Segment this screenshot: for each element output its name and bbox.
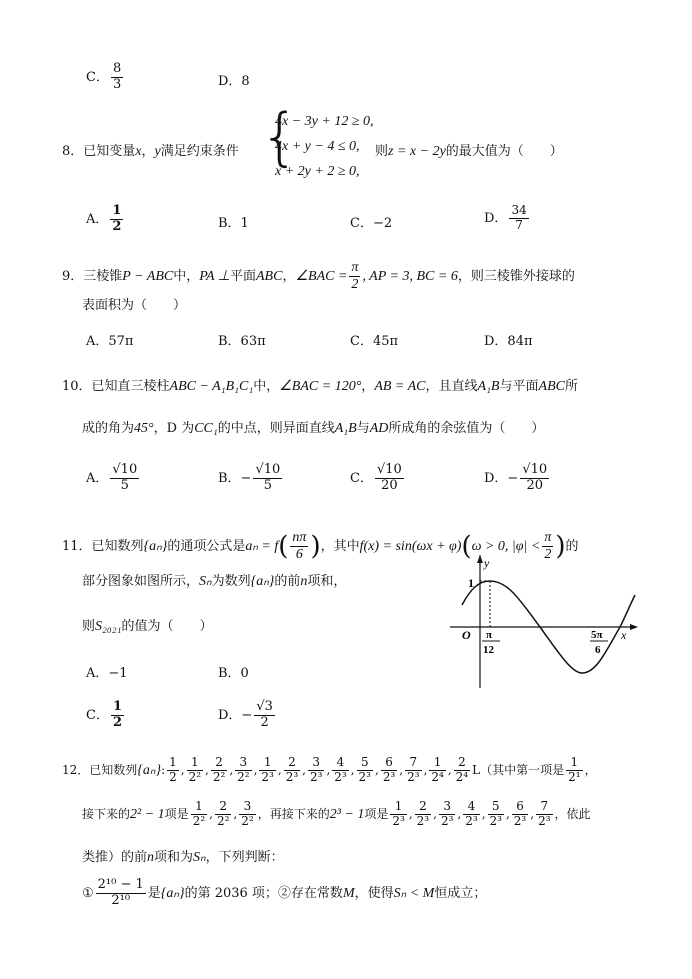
numerator: 7: [536, 800, 552, 815]
q12-line-2: [82, 800, 591, 829]
text: ，使得: [354, 885, 394, 901]
sequence-term: [215, 800, 231, 829]
sequence-term: [239, 800, 255, 829]
text: ①: [82, 885, 94, 901]
numerator: √10: [376, 462, 402, 477]
denominator: 2³: [465, 813, 478, 828]
math: AB = AC: [374, 379, 426, 394]
text: 10．已知直三棱柱: [62, 379, 170, 394]
denominator: 2: [260, 714, 269, 730]
math: {aₙ}: [137, 762, 162, 778]
sequence-term: [488, 800, 504, 829]
x-label: x: [621, 628, 627, 642]
numerator: 2¹⁰ − 1: [97, 877, 144, 892]
numerator: 1: [566, 756, 582, 771]
fraction: [111, 62, 123, 93]
sequence-term: [284, 756, 300, 785]
q8-option-c: C．−2: [350, 216, 393, 231]
comma: ,: [481, 806, 486, 821]
text: 9．三棱锥: [62, 269, 123, 285]
comma: ,: [447, 762, 452, 777]
sequence-terms: [189, 799, 258, 828]
numerator: 3: [308, 756, 324, 771]
q10-option-b: [218, 463, 284, 494]
sequence-term: [308, 756, 324, 785]
tick-5pi6-den: 6: [595, 644, 601, 656]
text: 接下来的: [82, 806, 131, 821]
math: x: [135, 144, 142, 159]
sequence-term: [390, 800, 406, 829]
text: 12．已知数列: [62, 762, 138, 777]
option-label: D．−: [484, 470, 519, 486]
sequence-term: [454, 756, 470, 785]
numerator: 34: [511, 203, 527, 217]
option-label: A．: [86, 470, 109, 486]
y-axis-arrow: [477, 555, 483, 563]
sequence-term: [381, 756, 397, 785]
math: {aₙ}: [143, 539, 168, 555]
text: 的最大值为（ ）: [445, 144, 563, 159]
math: M: [342, 885, 355, 901]
math: {aₙ}: [250, 574, 275, 589]
text: ，下列判断：: [205, 850, 284, 865]
q9-line-2: 表面积为（ ）: [82, 298, 187, 313]
sequence-term: [405, 756, 421, 785]
q10-option-a: [86, 463, 141, 494]
math: ω > 0, |φ| <: [471, 539, 541, 555]
option-label: B．−: [218, 470, 252, 486]
numerator: 6: [381, 756, 397, 771]
denominator: 3: [112, 76, 122, 92]
denominator: 2³: [538, 813, 551, 828]
text: 与平面: [499, 379, 539, 394]
denominator: 2³: [489, 813, 502, 828]
sequence-terms: [165, 755, 472, 784]
q9-option-c: C．45π: [350, 334, 399, 349]
numerator: π: [542, 530, 553, 547]
math: n: [147, 850, 155, 865]
numerator: π: [349, 260, 360, 277]
denominator: 2³: [285, 769, 299, 784]
q8-tail: [375, 140, 563, 160]
numerator: 1: [259, 756, 275, 771]
text: 为数列: [211, 574, 251, 589]
denominator: 2: [544, 547, 552, 563]
comma: ,: [253, 762, 258, 777]
numerator: 2: [415, 800, 431, 815]
q11-line-2: [82, 570, 346, 590]
math: n: [300, 574, 308, 589]
q9-line-1: [62, 260, 575, 293]
math: y: [154, 144, 161, 159]
text: 项和，: [307, 574, 347, 589]
math: 2³ − 1: [329, 806, 365, 822]
denominator: 2³: [440, 813, 454, 828]
math: ABC − A₁B₁C₁: [169, 379, 254, 394]
comma: ,: [433, 806, 437, 821]
denominator: 2³: [513, 813, 527, 828]
math: ABC: [256, 269, 283, 285]
denominator: 2¹⁰: [111, 892, 131, 908]
numerator: √10: [112, 462, 138, 477]
text: 则: [82, 619, 96, 634]
sequence-term: [187, 756, 203, 785]
denominator: 2³: [416, 813, 430, 828]
text: 的通项公式是: [167, 539, 246, 555]
denominator: 2³: [334, 769, 347, 784]
comma: ,: [302, 762, 306, 777]
text: 所成角的余弦值为（ ）: [388, 421, 545, 436]
comma: ,: [399, 762, 404, 777]
q11-option-b: B．0: [218, 666, 249, 681]
text: 平面: [229, 269, 256, 285]
text: 项是: [164, 806, 189, 821]
denominator: 2: [112, 714, 122, 730]
text: ，: [361, 379, 375, 394]
sequence-term: [235, 756, 251, 785]
paren: ): [310, 531, 321, 562]
fraction: [509, 204, 528, 233]
text: 的: [565, 539, 579, 555]
q11-option-c: [86, 700, 126, 731]
text: 的中点，则异面直线: [217, 421, 335, 436]
q7-option-d: D．8: [218, 74, 250, 89]
sequence-term: [332, 756, 348, 785]
comma: ,: [408, 806, 413, 821]
text: 则: [375, 144, 389, 159]
numerator: 2: [211, 756, 227, 771]
denominator: 5: [120, 477, 129, 493]
q10-option-c: [350, 463, 406, 494]
q8-stem: [62, 140, 239, 160]
denominator: 20: [526, 477, 544, 493]
text: 中，: [253, 379, 280, 394]
paren: (: [461, 531, 472, 562]
numerator: 7: [405, 756, 421, 771]
text: ，则三棱锥外接球的: [457, 269, 575, 285]
comma: ,: [375, 762, 379, 777]
denominator: 2³: [261, 769, 274, 784]
q10-option-d: [484, 463, 551, 494]
denominator: 2²: [237, 769, 250, 784]
denominator: 2³: [358, 769, 371, 784]
y-one-label: 1: [468, 576, 474, 590]
text: ，再接下来的: [257, 806, 330, 821]
option-label: C．: [86, 707, 109, 723]
sequence-term: [536, 800, 552, 829]
math: CC₁: [194, 421, 218, 436]
numerator: √3: [256, 699, 273, 714]
comma: ,: [229, 762, 234, 777]
text: 部分图象如图所示，: [82, 574, 200, 589]
text: 与: [356, 421, 370, 436]
text: 中，: [173, 269, 200, 285]
denominator: 2²: [241, 813, 254, 828]
math: P − ABC: [122, 269, 174, 285]
denominator: 2: [351, 277, 359, 293]
fraction: [349, 260, 360, 293]
comma: ,: [505, 806, 510, 821]
q9-option-b: B．63π: [218, 334, 266, 349]
q11-option-a: A．−1: [86, 666, 128, 681]
denominator: 2²: [188, 769, 202, 784]
numerator: nπ: [290, 530, 308, 547]
q12-line-3: [82, 846, 284, 866]
math: 45°: [134, 421, 154, 436]
option-label: C．: [350, 470, 373, 486]
q11-sine-graph: [450, 555, 640, 690]
numerator: 5: [488, 800, 504, 815]
text: 11．已知数列: [62, 539, 144, 555]
math: S₂₀₂₁: [95, 619, 122, 634]
denominator: 7: [515, 217, 523, 232]
text: ，且直线: [425, 379, 478, 394]
comma: ,: [457, 806, 462, 821]
denominator: 6: [295, 547, 303, 563]
option-label: D．−: [218, 707, 253, 723]
text: L: [472, 762, 481, 777]
tick-5pi6-num: 5π: [591, 629, 603, 641]
option-label: C．: [86, 69, 109, 85]
numerator: 1: [112, 699, 122, 714]
paren: (: [278, 531, 289, 562]
numerator: 1: [429, 756, 445, 771]
y-label: y: [484, 556, 490, 570]
q10-line-2: [82, 417, 544, 437]
text: 满足约束条件: [160, 144, 239, 159]
text: 项和为: [154, 850, 194, 865]
numerator: 1: [112, 203, 122, 218]
q9-option-d: D．84π: [484, 334, 533, 349]
origin-label: O: [462, 628, 471, 642]
comma: ,: [530, 806, 535, 821]
denominator: 2⁴: [455, 769, 469, 784]
numerator: 4: [463, 800, 479, 815]
comma: ,: [209, 806, 213, 821]
math: Sₙ: [199, 574, 212, 589]
denominator: 2³: [309, 769, 323, 784]
numerator: √10: [255, 462, 281, 477]
tick-pi12-den: 12: [483, 644, 494, 656]
text: 所: [564, 379, 578, 394]
q11-line-3: [82, 615, 213, 635]
fraction: [96, 878, 146, 909]
sequence-term: [439, 800, 455, 829]
denominator: 2: [169, 769, 177, 784]
denominator: 2²: [192, 813, 206, 828]
paren: ): [555, 531, 566, 562]
q8-constraint-1: 4x − 3y + 12 ≥ 0,: [275, 114, 374, 129]
comma: ,: [350, 762, 355, 777]
text: ，依此: [554, 806, 591, 821]
math: PA ⊥: [199, 269, 230, 285]
math: A₁B: [477, 379, 500, 394]
numerator: 1: [191, 800, 207, 815]
math: ABC: [538, 379, 565, 394]
fraction: [110, 463, 139, 494]
numerator: 3: [235, 756, 251, 771]
text: 的前: [274, 574, 301, 589]
comma: ,: [233, 806, 238, 821]
denominator: 2³: [392, 813, 405, 828]
text: ，其中: [320, 539, 360, 555]
math: AD: [369, 421, 389, 436]
text: 的第 2036 项；②存在常数: [184, 885, 343, 901]
math: 2² − 1: [130, 806, 165, 822]
sequence-terms: [388, 799, 554, 828]
comma: ,: [423, 762, 428, 777]
fraction: [520, 463, 549, 494]
math: f(x) = sin(ωx + φ): [359, 539, 462, 555]
text: ，: [584, 762, 597, 777]
text: （其中第一项是: [480, 762, 565, 777]
math: aₙ = f: [245, 539, 279, 555]
q10-line-1: [62, 375, 578, 395]
left-brace: {: [260, 100, 300, 173]
math: ∠BAC = 120°: [279, 379, 362, 394]
q8-option-d: [484, 204, 531, 233]
numerator: √10: [522, 462, 548, 477]
sequence-term: [463, 800, 479, 829]
fraction: [253, 463, 282, 494]
math: Sₙ: [193, 850, 206, 865]
comma: ,: [205, 762, 209, 777]
numerator: 5: [357, 756, 373, 771]
fraction: [111, 700, 124, 731]
denominator: 2¹: [568, 769, 581, 784]
math: A₁B: [334, 421, 357, 436]
numerator: 4: [332, 756, 348, 771]
numerator: 2: [284, 756, 300, 771]
math: Sₙ < M: [393, 885, 435, 901]
denominator: 2⁴: [431, 769, 444, 784]
q8-option-b: B．1: [218, 216, 249, 231]
sequence-term: [357, 756, 373, 785]
denominator: 5: [263, 477, 272, 493]
numerator: 1: [169, 755, 177, 769]
math: z = x − 2y: [388, 144, 446, 159]
q11-option-d: [218, 700, 277, 731]
text: 恒成立；: [434, 885, 487, 901]
fraction: [290, 530, 308, 563]
x-axis-arrow: [630, 624, 638, 630]
q8-option-a: [86, 204, 125, 235]
sequence-term: [191, 800, 207, 829]
text: 的值为（ ）: [121, 619, 213, 634]
sequence-term: [415, 800, 431, 829]
text: 8．已知变量: [62, 144, 136, 159]
fraction: [110, 204, 123, 235]
fraction: [566, 756, 582, 785]
q7-option-c: [86, 62, 125, 93]
text: 是: [147, 885, 161, 901]
denominator: 2: [112, 218, 122, 234]
q12-line-1: [62, 756, 597, 785]
numerator: 3: [239, 800, 255, 815]
numerator: 6: [512, 800, 528, 815]
numerator: 8: [112, 61, 122, 76]
text: ，D 为: [153, 421, 195, 436]
q8-constraint-3: x + 2y + 2 ≥ 0,: [275, 164, 360, 179]
numerator: 2: [454, 756, 470, 771]
denominator: 2²: [216, 813, 230, 828]
option-label: A．: [86, 211, 109, 227]
comma: ,: [180, 762, 185, 777]
text: ，: [141, 144, 155, 159]
tick-pi12-num: π: [486, 629, 493, 641]
denominator: 20: [381, 477, 398, 493]
sequence-term: [512, 800, 528, 829]
text: 成的角为: [82, 421, 135, 436]
numerator: 1: [390, 800, 406, 815]
q8-constraint-2: 4x + y − 4 ≤ 0,: [275, 139, 360, 154]
sequence-term: [259, 756, 275, 785]
math: ∠BAC =: [295, 269, 348, 285]
q9-option-a: A．57π: [86, 334, 134, 349]
math: {aₙ}: [160, 885, 185, 901]
sequence-term: [167, 756, 179, 785]
math: , AP = 3, BC = 6: [362, 269, 458, 285]
comma: ,: [277, 762, 282, 777]
denominator: 2³: [382, 769, 396, 784]
numerator: 2: [215, 800, 231, 815]
option-label: D．: [484, 210, 508, 226]
numerator: 1: [187, 756, 203, 771]
fraction: [254, 700, 275, 731]
text: ，: [282, 269, 296, 285]
fraction: [375, 463, 404, 494]
sequence-term: [429, 756, 445, 785]
q12-line-4: [82, 878, 486, 909]
text: 类推）的前: [82, 850, 148, 865]
text: :: [161, 762, 166, 777]
numerator: 3: [439, 800, 455, 815]
denominator: 2²: [212, 769, 226, 784]
sequence-term: [211, 756, 227, 785]
denominator: 2³: [407, 769, 420, 784]
text: 项是: [364, 806, 389, 821]
comma: ,: [326, 762, 331, 777]
